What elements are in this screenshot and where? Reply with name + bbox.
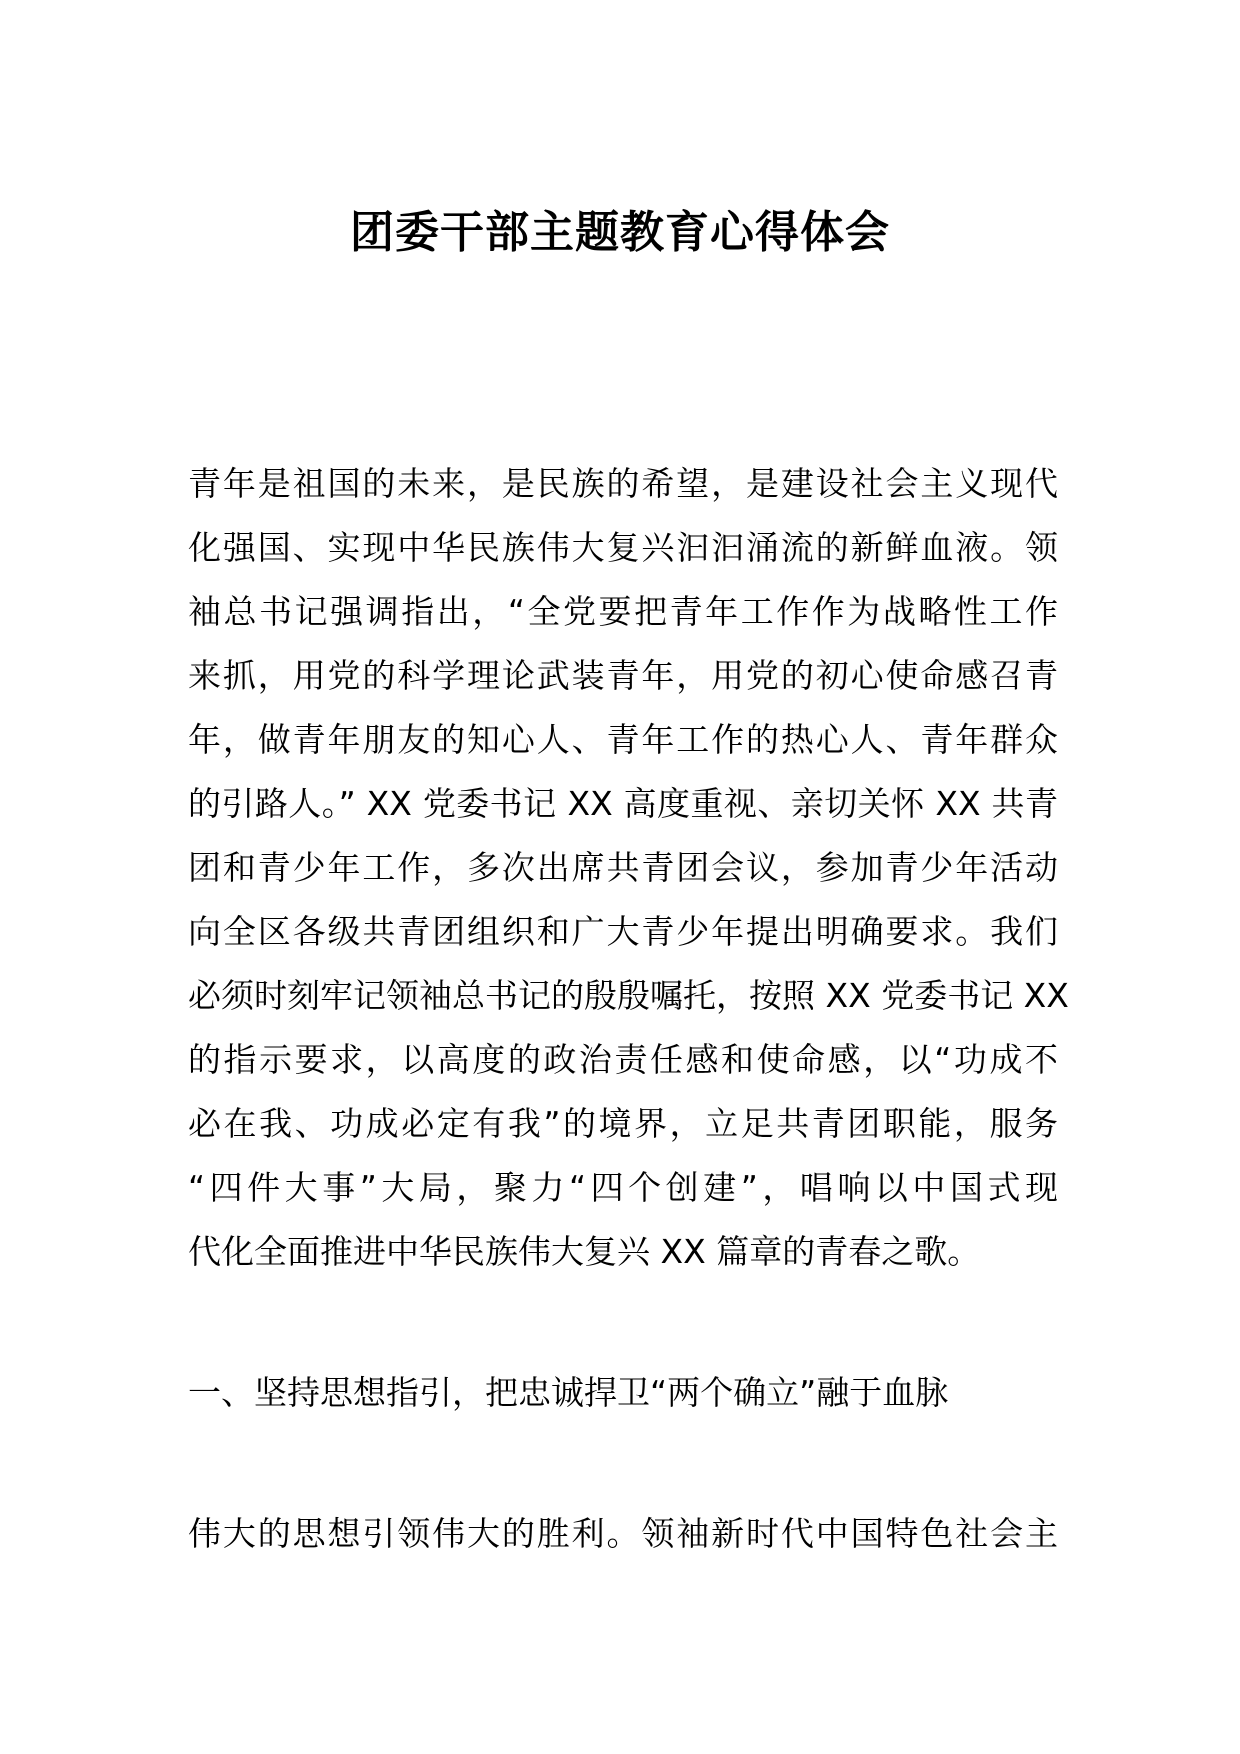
intro-paragraph: [188, 452, 1069, 1284]
document-title: 团委干部主题教育心得体会: [350, 207, 890, 258]
paragraph-line: 年，做青年朋友的知心人、青年工作的热心人、青年群众: [188, 720, 1058, 759]
section-1-paragraph: [188, 1502, 1058, 1566]
section-heading-text: 一、坚持思想指引，把忠诚捍卫“两个确立”融于血脉: [188, 1373, 949, 1412]
paragraph-line: 团和青少年工作，多次出席共青团会议，参加青少年活动: [188, 848, 1058, 887]
paragraph-line: 的指示要求，以高度的政治责任感和使命感，以“功成不: [188, 1040, 1058, 1079]
paragraph-line: “四件大事”大局，聚力“四个创建”，唱响以中国式现: [188, 1168, 1058, 1207]
paragraph-line: 必须时刻牢记领袖总书记的殷殷嘱托，按照 XX 党委书记 XX: [188, 976, 1069, 1015]
paragraph-line: 青年是祖国的未来，是民族的希望，是建设社会主义现代: [188, 464, 1058, 503]
section-heading-1: [188, 1361, 1058, 1425]
paragraph-line: 向全区各级共青团组织和广大青少年提出明确要求。我们: [188, 912, 1058, 951]
paragraph-line: 来抓，用党的科学理论武装青年，用党的初心使命感召青: [188, 656, 1058, 695]
paragraph-line: 伟大的思想引领伟大的胜利。领袖新时代中国特色社会主: [188, 1514, 1058, 1553]
paragraph-line: 的引路人。” XX 党委书记 XX 高度重视、亲切关怀 XX 共青: [188, 784, 1058, 823]
paragraph-line: 袖总书记强调指出，“全党要把青年工作作为战略性工作: [188, 592, 1058, 631]
paragraph-line: 必在我、功成必定有我”的境界，立足共青团职能，服务: [188, 1104, 1058, 1143]
paragraph-line: 代化全面推进中华民族伟大复兴 XX 篇章的青春之歌。: [188, 1232, 981, 1271]
paragraph-line: 化强国、实现中华民族伟大复兴汩汩涌流的新鲜血液。领: [188, 528, 1058, 567]
